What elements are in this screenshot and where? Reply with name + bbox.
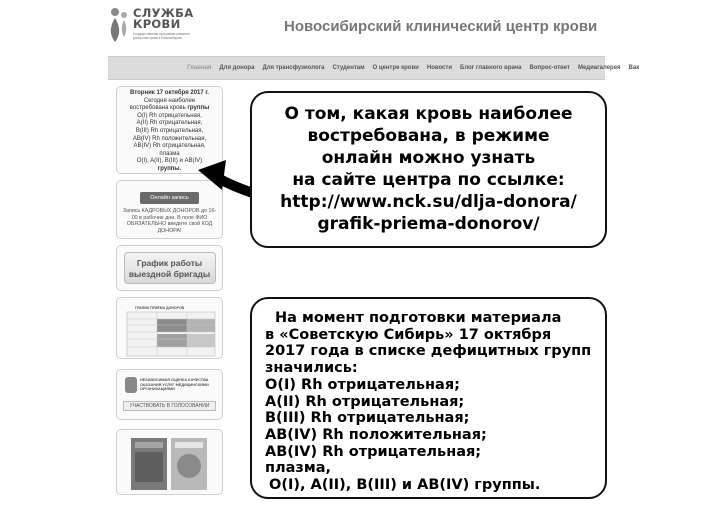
callout-link-info (250, 91, 607, 248)
callout-line: B(III) Rh отрицательная; (265, 410, 470, 427)
schedule-title: ГРАФИК ПРИЁМА ДОНОРОВ (135, 306, 185, 310)
callout-link[interactable]: grafik-priema-donorov/ (317, 214, 540, 234)
needs-line: A(II) Rh отрицательная, (136, 120, 203, 127)
needs-line: B(III) Rh отрицательная, (135, 127, 204, 134)
nav-item-about[interactable]: О центре крови (372, 65, 419, 71)
callout-line: 2017 года в списке дефицитных групп (265, 343, 592, 360)
online-booking-button[interactable]: Онлайн запись (140, 192, 198, 204)
callout-link[interactable]: http://www.nck.su/dlja-donora/ (280, 192, 577, 212)
nav-item-vacancies[interactable]: Вак (628, 65, 640, 71)
callout-line: онлайн можно узнать (321, 148, 536, 168)
callout-line: на сайте центра по ссылке: (292, 170, 565, 190)
nav-item-blog[interactable]: Блог главного врача (460, 65, 522, 71)
nav-item-students[interactable]: Студентам (332, 65, 365, 71)
callout-line: A(II) Rh отрицательная; (265, 393, 465, 410)
callout-line: На момент подготовки материала (275, 310, 562, 326)
mobile-team-schedule-button[interactable]: График работы выездной бригады (124, 252, 216, 284)
callout-line: плазма, (265, 460, 331, 477)
nav-item-news[interactable]: Новости (426, 65, 453, 71)
callout-line: AB(IV) Rh положительная; (265, 426, 487, 443)
callout-deficit-groups (250, 297, 607, 499)
needs-date: Вторник 17 октября 2017 г. (130, 90, 209, 96)
callout-line: AB(IV) Rh отрицательная; (265, 443, 482, 460)
callout-line: значились: (265, 360, 358, 377)
callout-line: востребована, в режиме (307, 126, 550, 146)
needs-line: AB(IV) Rh отрицательная, (133, 143, 206, 150)
vote-button[interactable]: УЧАСТВОВАТЬ В ГОЛОСОВАНИИ (123, 401, 216, 411)
needs-line: плазма (159, 150, 180, 157)
callout-line: в «Советскую Сибирь» 17 октября (265, 326, 552, 343)
callout-line: O(I) Rh отрицательная; (265, 376, 460, 393)
nav-item-faq[interactable]: Вопрос-ответ (529, 65, 570, 71)
logo-tagline: Государственная программа развития донорства крови в Новосибирске (133, 32, 190, 40)
nav-item-media[interactable]: Медиагалерея (577, 65, 621, 71)
site-title: Новосибирский клинический центр крови (284, 18, 598, 35)
nav-item-home[interactable]: Главная (187, 65, 212, 71)
nav-item-donor[interactable]: Для донора (219, 65, 255, 71)
needs-intro: Сегодня наиболее (143, 97, 196, 104)
poll-text: НЕЗАВИСИМАЯ ОЦЕНКА КАЧЕСТВА ОКАЗАНИЯ УСЛУГ МЕДИЦИНСКИМИ ОРГАНИЗАЦИЯМИ (140, 378, 209, 392)
callout-line: O(I), A(II), B(III) и AB(IV) группы. (269, 477, 541, 494)
needs-intro-2: востребована кровь группы (129, 105, 210, 112)
logo-brand: СЛУЖБА КРОВИ (133, 6, 194, 31)
booking-note: Запись КАДРОВЫХ ДОНОРОВ до 16-00 в рабочие дни. В поле ФИО ОБЯЗАТЕЛЬНО введите свой КОД ДОНОРА! (122, 208, 217, 234)
needs-line: O(I) Rh отрицательная, (137, 112, 202, 119)
nav-item-transfusiologist[interactable]: Для трансфузиолога (262, 65, 325, 71)
needs-line: AB(IV) Rh положительная, (132, 135, 207, 142)
callout-line: О том, какая кровь наиболее (284, 104, 573, 124)
needs-plasma-groups: O(I), A(II), B(III) и AB(IV) группы. (136, 158, 203, 172)
